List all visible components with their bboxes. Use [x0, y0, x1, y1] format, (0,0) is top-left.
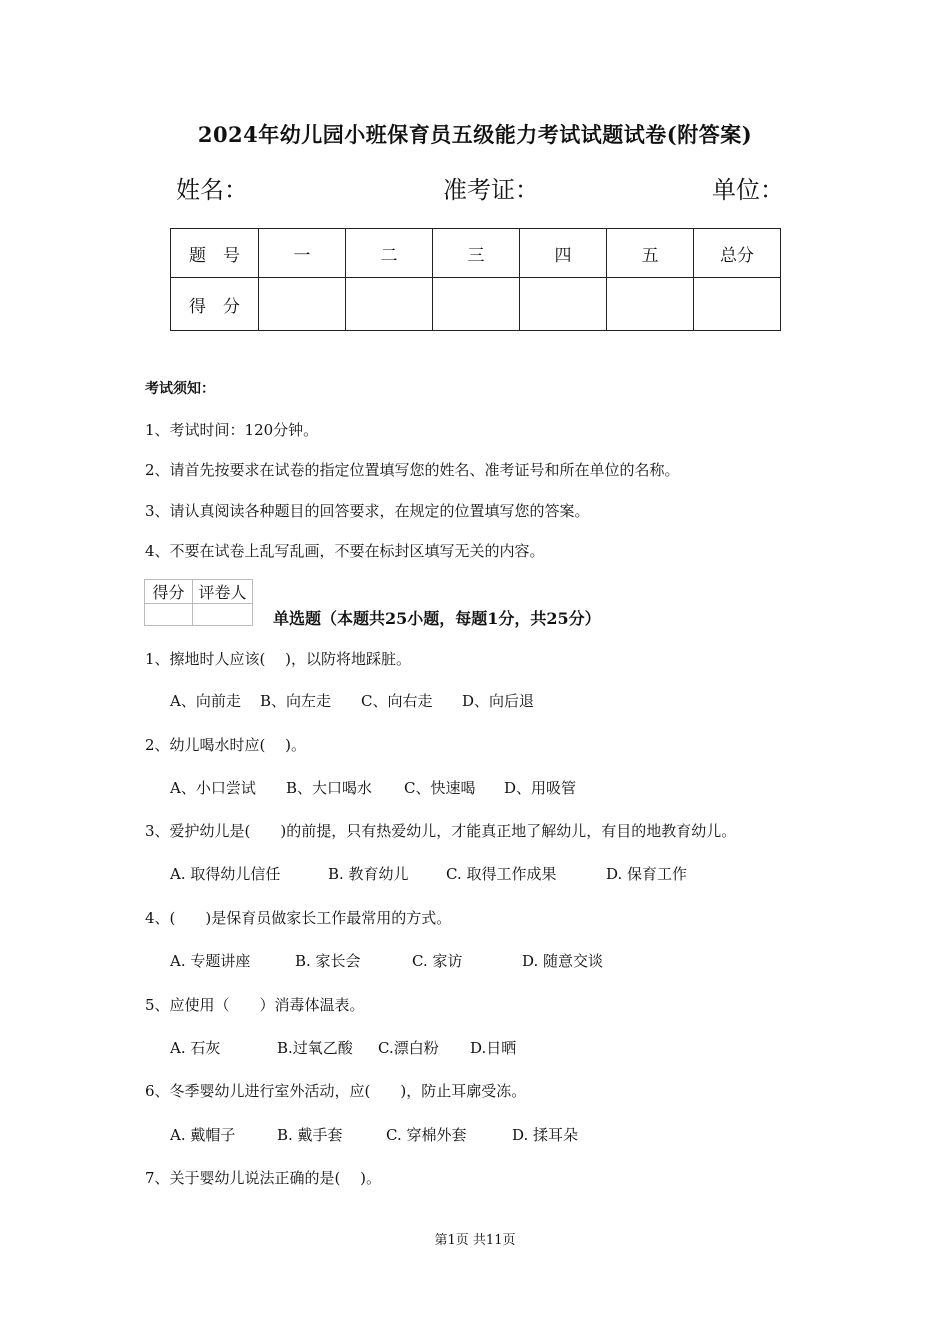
score-table-header-cell: 总分 — [694, 229, 781, 278]
question-6-option-a: A. 戴帽子 — [170, 1126, 236, 1144]
question-6-option-c: C. 穿棉外套 — [386, 1126, 467, 1144]
score-table-header-cell: 四 — [520, 229, 607, 278]
exam-id-field-label: 准考证： — [443, 176, 539, 204]
question-4: 4、( )是保育员做家长工作最常用的方式。 — [145, 909, 452, 927]
score-table — [170, 228, 781, 331]
score-table-header-cell: 五 — [607, 229, 694, 278]
score-table-header-label: 题 号 — [171, 229, 259, 278]
grader-score-cell[interactable] — [145, 604, 193, 626]
question-6-option-b: B. 戴手套 — [277, 1126, 343, 1144]
question-2-option-c: C、快速喝 — [404, 779, 476, 797]
grader-box — [144, 579, 253, 626]
question-1: 1、擦地时人应该( )，以防将地踩脏。 — [145, 650, 412, 668]
notice-item: 3、请认真阅读各种题目的回答要求，在规定的位置填写您的答案。 — [145, 502, 590, 520]
score-table-header-cell: 三 — [433, 229, 520, 278]
question-6-option-d: D. 揉耳朵 — [512, 1126, 579, 1144]
question-3: 3、爱护幼儿是( )的前提，只有热爱幼儿，才能真正地了解幼儿，有目的地教育幼儿。 — [145, 822, 737, 840]
question-4-option-a: A. 专题讲座 — [170, 952, 251, 970]
question-4-option-c: C. 家访 — [412, 952, 463, 970]
notice-heading: 考试须知： — [145, 381, 215, 397]
notice-item: 2、请首先按要求在试卷的指定位置填写您的姓名、准考证号和所在单位的名称。 — [145, 461, 680, 479]
name-field-label: 姓名： — [176, 176, 248, 204]
score-table-header-row — [171, 229, 781, 278]
question-5-option-b: B.过氧乙酸 — [277, 1039, 353, 1057]
question-5-option-d: D.日晒 — [470, 1039, 517, 1057]
question-3-option-b: B. 教育幼儿 — [328, 865, 409, 883]
score-table-header-cell: 二 — [346, 229, 433, 278]
question-5-option-a: A. 石灰 — [170, 1039, 221, 1057]
question-3-option-a: A. 取得幼儿信任 — [170, 865, 281, 883]
page-footer: 第1页 共11页 — [434, 1233, 516, 1248]
question-3-option-d: D. 保育工作 — [606, 865, 688, 883]
question-2: 2、幼儿喝水时应( )。 — [145, 736, 307, 754]
unit-field-label: 单位： — [712, 176, 784, 204]
score-cell[interactable] — [259, 278, 346, 331]
score-cell[interactable] — [520, 278, 607, 331]
score-cell[interactable] — [694, 278, 781, 331]
section-title: 单选题（本题共25小题，每题1分，共25分） — [273, 609, 601, 628]
question-1-option-d: D、向后退 — [462, 692, 535, 710]
score-cell[interactable] — [346, 278, 433, 331]
grader-score-label: 得分 — [145, 580, 193, 604]
question-4-option-d: D. 随意交谈 — [522, 952, 604, 970]
notice-item: 4、不要在试卷上乱写乱画，不要在标封区填写无关的内容。 — [145, 542, 545, 560]
question-1-option-b: B、向左走 — [260, 692, 332, 710]
score-table-row-label: 得 分 — [171, 278, 259, 331]
question-2-option-a: A、小口尝试 — [170, 779, 256, 797]
question-4-option-b: B. 家长会 — [295, 952, 361, 970]
grader-name-cell[interactable] — [193, 604, 253, 626]
question-1-option-c: C、向右走 — [361, 692, 433, 710]
question-5: 5、应使用（ ）消毒体温表。 — [145, 996, 365, 1014]
question-2-option-b: B、大口喝水 — [286, 779, 373, 797]
score-cell[interactable] — [607, 278, 694, 331]
question-1-option-a: A、向前走 — [170, 692, 241, 710]
question-3-option-c: C. 取得工作成果 — [446, 865, 557, 883]
score-table-score-row — [171, 278, 781, 331]
document-title: 2024年幼儿园小班保育员五级能力考试试题试卷(附答案) — [197, 122, 753, 147]
score-cell[interactable] — [433, 278, 520, 331]
question-6: 6、冬季婴幼儿进行室外活动，应( )，防止耳廓受冻。 — [145, 1082, 527, 1100]
notice-item: 1、考试时间：120分钟。 — [145, 421, 319, 439]
question-7: 7、关于婴幼儿说法正确的是( )。 — [145, 1169, 382, 1187]
question-5-option-c: C.漂白粉 — [378, 1039, 439, 1057]
question-2-option-d: D、用吸管 — [504, 779, 577, 797]
score-table-header-cell: 一 — [259, 229, 346, 278]
grader-name-label: 评卷人 — [193, 580, 253, 604]
